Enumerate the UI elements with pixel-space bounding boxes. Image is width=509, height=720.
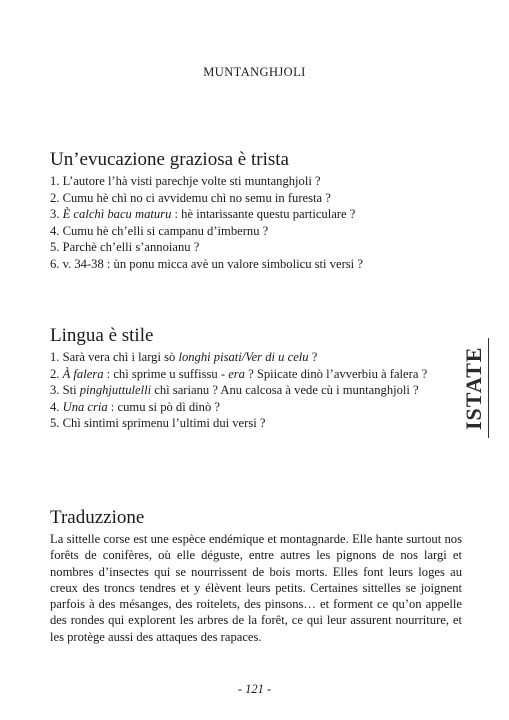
running-header: MUNTANGHJOLI	[203, 65, 306, 79]
section-evucazione	[50, 149, 470, 273]
question-item: 1. L’autore l’hà visti parechje volte sti muntanghjoli ?	[50, 174, 321, 188]
section-heading: Traduzzione	[50, 507, 145, 528]
question-item: 5. Chì sintimi sprimenu l’ultimi dui versi ?	[50, 416, 266, 431]
section-heading: Un’evucazione graziosa è trista	[50, 149, 289, 170]
question-item: 3. È calchì bacu maturu : hè intarissante questu particulare ?	[50, 207, 356, 222]
question-item: 1. Sarà vera chì i largi sò longhi pisati/Ver di u celu ?	[50, 350, 318, 364]
translation-paragraph: La sittelle corse est une espèce endémique et montagnarde. Elle hante surtout nos forêts de conifères, où elle déguste, entre autres les pignons de nos largi et nombres d’insectes qui se nourrissent de bois morts. Elles font leurs loges au creux des troncs tendres et y élèvent leurs petits. Certaines sittelles se joignent parfois à des mésanges, des roitelets, des pinsons… et forment ce qu’on appelle des rondes qui explorent les arbres de la forêt, ce qui leur assurent nourriture, et les protège aussi des attaques des rapaces.	[50, 532, 462, 644]
question-item: 4. Una cria : cumu si pò dì dinò ?	[50, 399, 221, 414]
question-item: 4. Cumu hè ch’elli si campanu d’imbernu ?	[50, 223, 269, 238]
page-number: - 121 -	[237, 682, 272, 696]
question-item: 3. Sti pinghjuttulelli chì sarianu ? Anu calcosa à vede cù i muntanghjoli ?	[50, 383, 419, 398]
section-traduzzione	[50, 507, 462, 645]
side-tab-istate	[460, 338, 489, 438]
question-item: 2. À falera : chì sprime u suffissu - era ? Spiicate dinò l’avverbiu à falera ?	[50, 366, 428, 381]
question-item: 6. v. 34-38 : ùn ponu micca avè un valore simbolicu sti versi ?	[50, 256, 363, 271]
section-heading: Lingua è stile	[50, 325, 154, 346]
section-lingua-stile	[50, 325, 470, 432]
side-tab-label: ISTATE	[461, 346, 486, 430]
question-list	[50, 349, 470, 432]
question-item: 5. Parchè ch’elli s’annoianu ?	[50, 240, 200, 255]
question-list	[50, 173, 470, 273]
question-item: 2. Cumu hè chì no ci avvidemu chì no semu in furesta ?	[50, 190, 331, 205]
